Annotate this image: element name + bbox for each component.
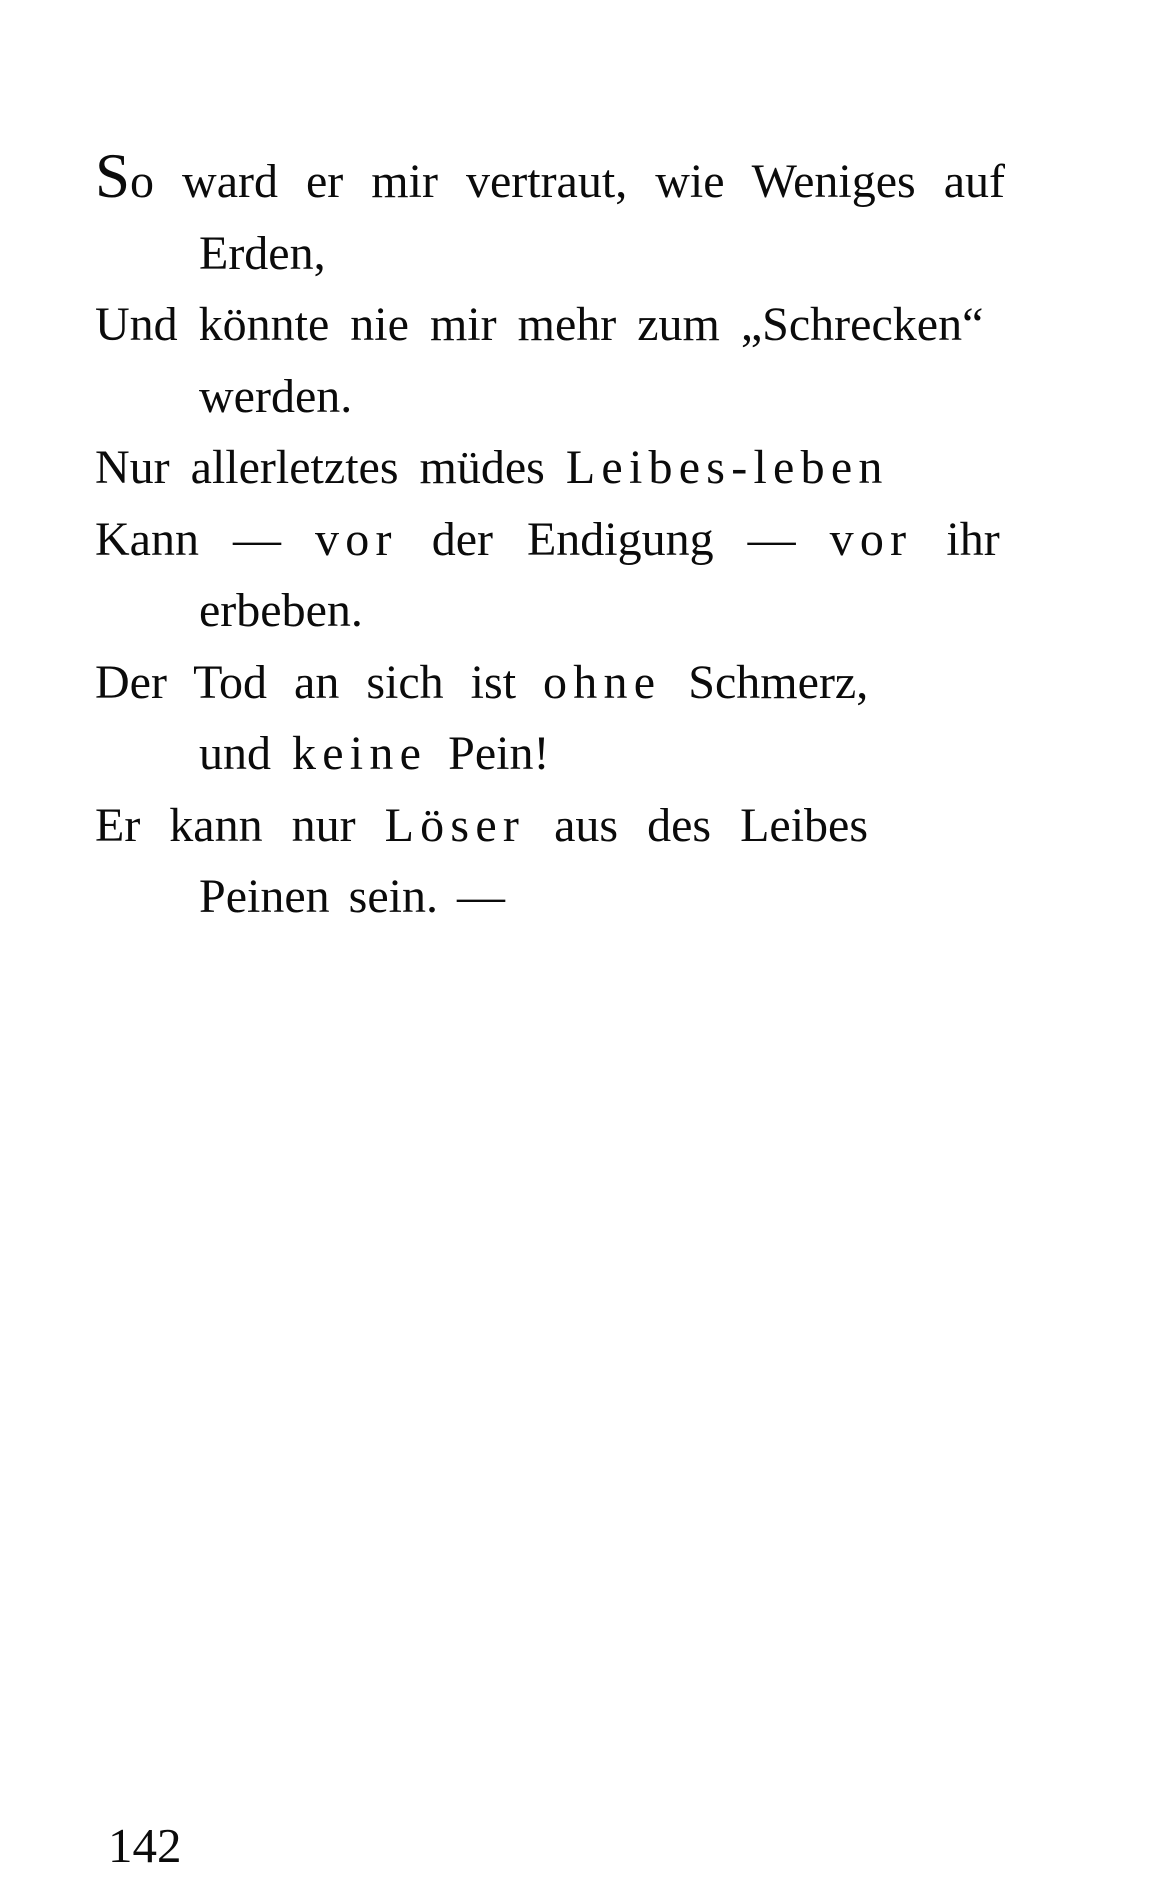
poem-text-segment: Und könnte nie mir mehr zum „Schrecken“ [95, 298, 984, 351]
poem-line [95, 289, 1135, 361]
poem-line [95, 647, 1135, 719]
poem-text-segment: werden. [199, 369, 353, 423]
poem [95, 141, 1135, 933]
poem-text-segment: Erden, [199, 226, 326, 280]
poem-emphasized-word: vor [314, 512, 398, 566]
poem-line [95, 861, 1135, 933]
poem-initial-capital: S [95, 141, 131, 211]
poem-text-segment: Er kann nur [95, 798, 385, 852]
poem-text-segment: Der Tod an sich ist [95, 655, 544, 709]
poem-emphasized-word: vor [829, 512, 913, 566]
poem-emphasized-word: Löser [384, 798, 526, 852]
poem-text-segment: Pein! [427, 727, 550, 780]
poem-text-segment: Schmerz, [661, 655, 869, 709]
poem-line [95, 575, 1135, 647]
poem-text-segment: ihr [912, 512, 1000, 566]
poem-line [95, 141, 1135, 218]
poem-line [95, 361, 1135, 433]
poem-line [95, 504, 1135, 576]
poem-text-segment: der Endigung — [397, 512, 830, 566]
poem-emphasized-word: ohne [543, 655, 662, 709]
poem-line [95, 432, 1135, 504]
poem-emphasized-word: keine [292, 727, 428, 780]
page-number: 142 [108, 1818, 182, 1873]
poem-text-segment: erbeben. [199, 584, 363, 637]
poem-text-segment: aus des Leibes [525, 798, 869, 852]
poem-text-segment: Peinen sein. — [199, 870, 505, 923]
poem-line [95, 790, 1135, 862]
poem-text-segment: o ward er mir vertraut, wie Weniges auf [130, 155, 1006, 208]
poem-text-segment: und [199, 727, 292, 780]
poem-line [95, 718, 1135, 790]
poem-emphasized-word: Leibes-leben [565, 441, 889, 494]
poem-text-segment: Kann — [95, 512, 315, 566]
poem-text-segment: Nur allerletztes müdes [95, 441, 566, 494]
poem-line [95, 218, 1135, 290]
